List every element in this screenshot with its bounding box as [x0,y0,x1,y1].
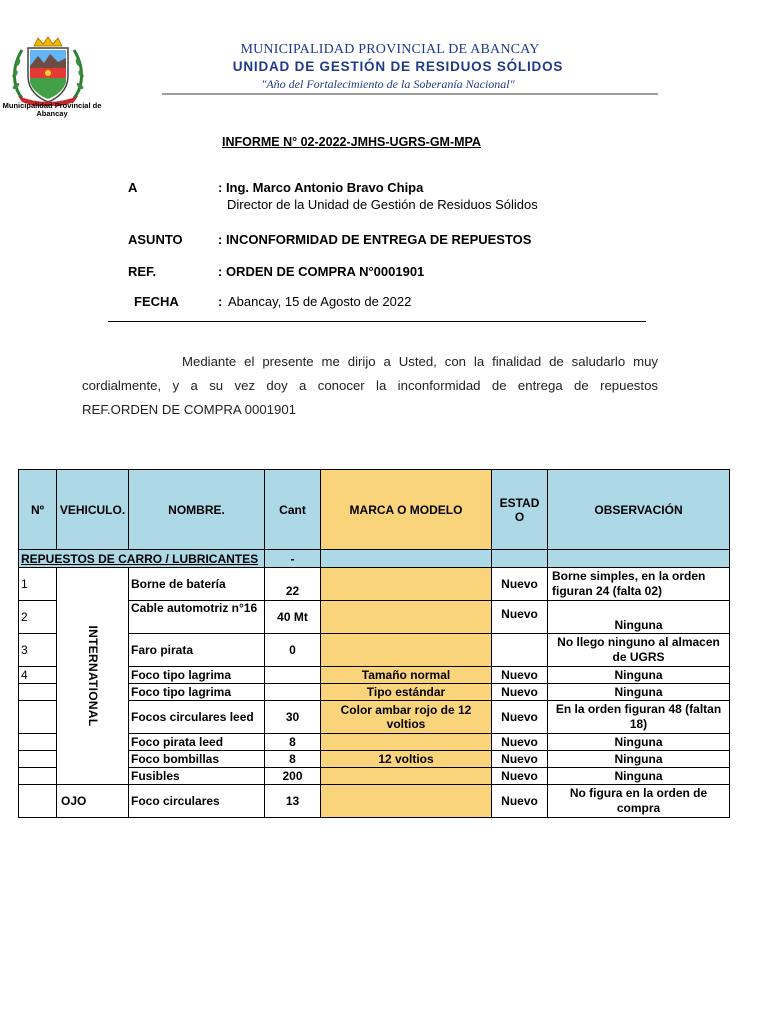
body-line-3: REF.ORDEN DE COMPRA 0001901 [82,402,297,417]
row-brand [321,634,492,667]
row-state: Nuevo [492,751,548,768]
row-name: Fusibles [129,768,265,785]
row-num [19,734,57,751]
row-observation: Ninguna [548,601,730,634]
row-brand: Tipo estándar [321,684,492,701]
row-state [492,634,548,667]
row-observation: No figura en la orden de compra [548,785,730,818]
row-brand [321,734,492,751]
spare-parts-table [18,469,730,818]
row-qty [265,684,321,701]
row-brand [321,601,492,634]
section-title-text: REPUESTOS DE CARRO / LUBRICANTES [21,551,259,566]
row-observation: Ninguna [548,667,730,684]
ref-value: : ORDEN DE COMPRA N°0001901 [218,264,425,279]
header-divider [162,93,658,95]
row-num: 4 [19,667,57,684]
row-qty: 8 [265,751,321,768]
header-name: NOMBRE. [129,470,265,550]
row-observation: Ninguna [548,768,730,785]
body-paragraph [82,350,658,422]
row-observation: Ninguna [548,734,730,751]
row-state: Nuevo [492,768,548,785]
row-brand [321,768,492,785]
header-vehicle: VEHICULO. [57,470,129,550]
row-brand: Tamaño normal [321,667,492,684]
row-state: Nuevo [492,568,548,601]
header-unit-name: UNIDAD DE GESTIÓN DE RESIDUOS SÓLIDOS [232,59,564,74]
row-vehicle: OJO [57,785,129,818]
table-header-row [19,470,730,550]
date-value: Abancay, 15 de Agosto de 2022 [228,294,412,309]
to-role: Director de la Unidad de Gestión de Residuos Sólidos [227,197,538,212]
row-qty: 0 [265,634,321,667]
row-num [19,785,57,818]
header-qty: Cant [265,470,321,550]
vehicle-group-label: INTERNATIONAL [85,625,100,727]
row-num [19,768,57,785]
table-row [19,568,730,601]
row-name: Focos circulares leed [129,701,265,734]
table-row [19,785,730,818]
row-state: Nuevo [492,785,548,818]
row-observation: No llego ninguno al almacen de UGRS [548,634,730,667]
row-state: Nuevo [492,734,548,751]
row-observation: En la orden figuran 48 (faltan 18) [548,701,730,734]
header-observation: OBSERVACIÓN [548,470,730,550]
row-observation: Borne simples, en la orden figuran 24 (falta 02) [548,568,730,601]
row-name: Foco bombillas [129,751,265,768]
ref-label: REF. [128,264,157,279]
section-mark: - [265,550,321,568]
header-municipality-name: MUNICIPALIDAD PROVINCIAL DE ABANCAY [240,42,540,57]
header-brand: MARCA O MODELO [321,470,492,550]
row-brand: 12 voltios [321,751,492,768]
row-observation: Ninguna [548,684,730,701]
date-label: FECHA [134,294,179,309]
vehicle-group-international [57,568,129,785]
row-qty: 200 [265,768,321,785]
to-label: A [128,180,138,195]
body-line-1: Mediante el presente me dirijo a Usted, con la finalidad de saludarlo muy [182,354,658,369]
row-num: 2 [19,601,57,634]
row-qty: 40 Mt [265,601,321,634]
subject-value: : INCONFORMIDAD DE ENTREGA DE REPUESTOS [218,232,532,247]
row-name: Foco tipo lagrima [129,684,265,701]
row-num [19,701,57,734]
row-brand [321,785,492,818]
row-observation: Ninguna [548,751,730,768]
row-state: Nuevo [492,684,548,701]
row-num [19,684,57,701]
row-num: 3 [19,634,57,667]
row-name: Foco tipo lagrima [129,667,265,684]
header-year-slogan: "Año del Fortalecimiento de la Soberanía Nacional" [261,77,515,91]
row-name: Faro pirata [129,634,265,667]
logo-caption: Municipalidad Provincial de Abancay [2,101,102,118]
row-name: Cable automotriz n°16 [129,601,265,634]
body-line-2: cordialmente, y a su vez doy a conocer la inconformidad de entrega de repuestos [82,378,658,393]
section-cell-state [492,550,548,568]
section-title [19,550,265,568]
section-cell-obs [548,550,730,568]
row-name: Borne de batería [129,568,265,601]
row-qty [265,667,321,684]
row-name: Foco circulares [129,785,265,818]
row-num [19,751,57,768]
to-name: : Ing. Marco Antonio Bravo Chipa [218,180,424,195]
row-qty: 22 [265,568,321,601]
row-brand [321,568,492,601]
row-qty: 8 [265,734,321,751]
row-state: Nuevo [492,701,548,734]
row-num: 1 [19,568,57,601]
date-colon: : [218,294,223,309]
memo-divider [108,321,646,322]
section-row [19,550,730,568]
subject-label: ASUNTO [128,232,183,247]
municipal-coat-of-arms-logo [8,36,88,106]
row-brand: Color ambar rojo de 12 voltios [321,701,492,734]
row-state: Nuevo [492,667,548,684]
row-qty: 13 [265,785,321,818]
row-qty: 30 [265,701,321,734]
row-state: Nuevo [492,601,548,634]
header-state-line-2: O [514,509,525,524]
header-state-line-1: ESTAD [499,495,540,510]
header-num: Nº [19,470,57,550]
report-title: INFORME N° 02-2022-JMHS-UGRS-GM-MPA [222,135,481,149]
section-cell-brand [321,550,492,568]
header-state [492,470,548,550]
row-name: Foco pirata leed [129,734,265,751]
